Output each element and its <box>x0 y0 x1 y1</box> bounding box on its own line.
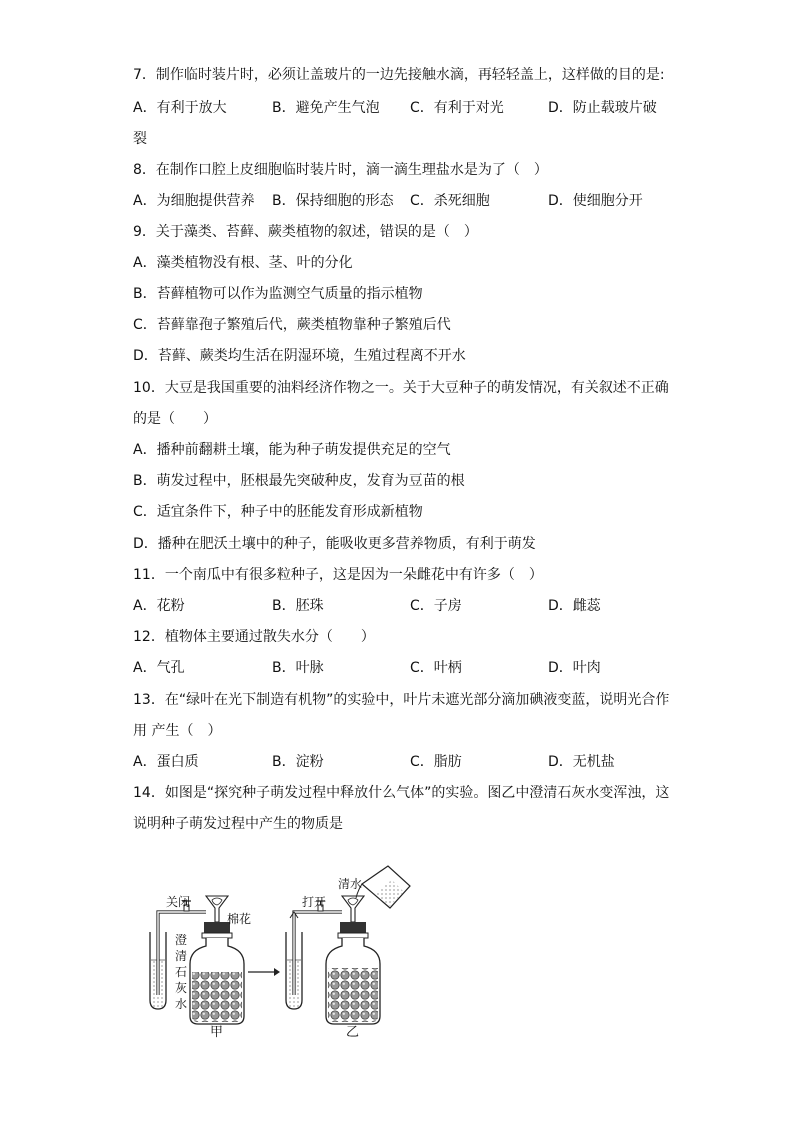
setup-yi <box>286 866 410 1040</box>
q10-option-c: C．适宜条件下，种子中的胚能发育形成新植物 <box>133 504 423 520</box>
q12-option-d: D．叶肉 <box>548 660 601 676</box>
q9-stem: 9．关于藻类、苔藓、蕨类植物的叙述，错误的是（ ） <box>133 224 478 240</box>
label-cotton: 棉花 <box>227 912 252 926</box>
q9-option-d: D．苔藓、蕨类均生活在阴湿环境，生殖过程离不开水 <box>133 348 466 364</box>
label-closed: 关闭 <box>166 895 191 909</box>
q11-stem: 11．一个南瓜中有很多粒种子，这是因为一朵雌花中有许多（ ） <box>133 567 543 583</box>
q11-option-c: C．子房 <box>410 598 462 614</box>
q10-option-d: D．播种在肥沃土壤中的种子，能吸收更多营养物质，有利于萌发 <box>133 536 536 552</box>
beaker-water <box>356 866 410 908</box>
seeds-jia <box>192 972 242 1022</box>
q13-option-c: C．脂肪 <box>410 754 462 770</box>
q12-stem: 12．植物体主要通过散失水分（ ） <box>133 629 375 645</box>
q14-stem-line1: 14．如图是“探究种子萌发过程中释放什么气体”的实验。图乙中澄清石灰水变浑浊，这 <box>133 785 670 801</box>
q8-option-b: B．保持细胞的形态 <box>272 193 394 209</box>
q13-stem-line2: 用 产生（ ） <box>133 723 222 739</box>
arrow-right <box>248 968 280 976</box>
q8-option-c: C．杀死细胞 <box>410 193 490 209</box>
q11-option-d: D．雌蕊 <box>548 598 601 614</box>
q8-stem: 8．在制作口腔上皮细胞临时装片时，滴一滴生理盐水是为了（ ） <box>133 162 548 178</box>
funnel-jia <box>206 896 228 922</box>
q7-option-b: B．避免产生气泡 <box>272 100 380 116</box>
q13-option-a: A．蛋白质 <box>133 754 199 770</box>
q7-stem: 7．制作临时装片时，必须让盖玻片的一边先接触水滴，再轻轻盖上，这样做的目的是: <box>133 67 665 83</box>
seeds-yi <box>328 968 378 1022</box>
q7-option-c: C．有利于对光 <box>410 100 504 116</box>
q13-option-b: B．淀粉 <box>272 754 324 770</box>
seed-germination-experiment-figure <box>140 860 420 1045</box>
label-water: 清水 <box>338 877 363 891</box>
label-limewater: 澄 清 石 灰 水 <box>175 933 188 1011</box>
q9-option-b: B．苔藓植物可以作为监测空气质量的指示植物 <box>133 286 423 302</box>
q8-option-a: A．为细胞提供营养 <box>133 193 255 209</box>
setup-jia <box>150 894 251 1040</box>
q8-option-d: D．使细胞分开 <box>548 193 643 209</box>
caption-yi: 乙 <box>346 1025 360 1040</box>
q11-option-a: A．花粉 <box>133 598 185 614</box>
funnel-yi <box>342 896 364 922</box>
q7-option-a: A．有利于放大 <box>133 100 227 116</box>
q9-option-c: C．苔藓靠孢子繁殖后代，蕨类植物靠种子繁殖后代 <box>133 317 451 333</box>
q7-option-d: D．防止载玻片破 <box>548 100 657 116</box>
q9-option-a: A．藻类植物没有根、茎、叶的分化 <box>133 255 353 271</box>
q10-stem-line2: 的是（ ） <box>133 411 217 427</box>
q10-option-a: A．播种前翻耕土壤，能为种子萌发提供充足的空气 <box>133 442 451 458</box>
q13-stem-line1: 13．在“绿叶在光下制造有机物”的实验中，叶片未遮光部分滴加碘液变蓝，说明光合作 <box>133 692 670 708</box>
stopper-yi <box>340 922 366 934</box>
q10-option-b: B．萌发过程中，胚根最先突破种皮，发育为豆苗的根 <box>133 473 465 489</box>
caption-jia: 甲 <box>210 1025 224 1040</box>
q12-option-c: C．叶柄 <box>410 660 462 676</box>
q11-option-b: B．胚珠 <box>272 598 324 614</box>
q7-option-d-continuation: 裂 <box>133 131 147 147</box>
q13-option-d: D．无机盐 <box>548 754 615 770</box>
q12-option-b: B．叶脉 <box>272 660 324 676</box>
q14-stem-line2: 说明种子萌发过程中产生的物质是 <box>133 816 343 832</box>
q12-option-a: A．气孔 <box>133 660 185 676</box>
label-open: 打开 <box>302 895 327 909</box>
q10-stem-line1: 10．大豆是我国重要的油料经济作物之一。关于大豆种子的萌发情况，有关叙述不正确 <box>133 380 669 396</box>
